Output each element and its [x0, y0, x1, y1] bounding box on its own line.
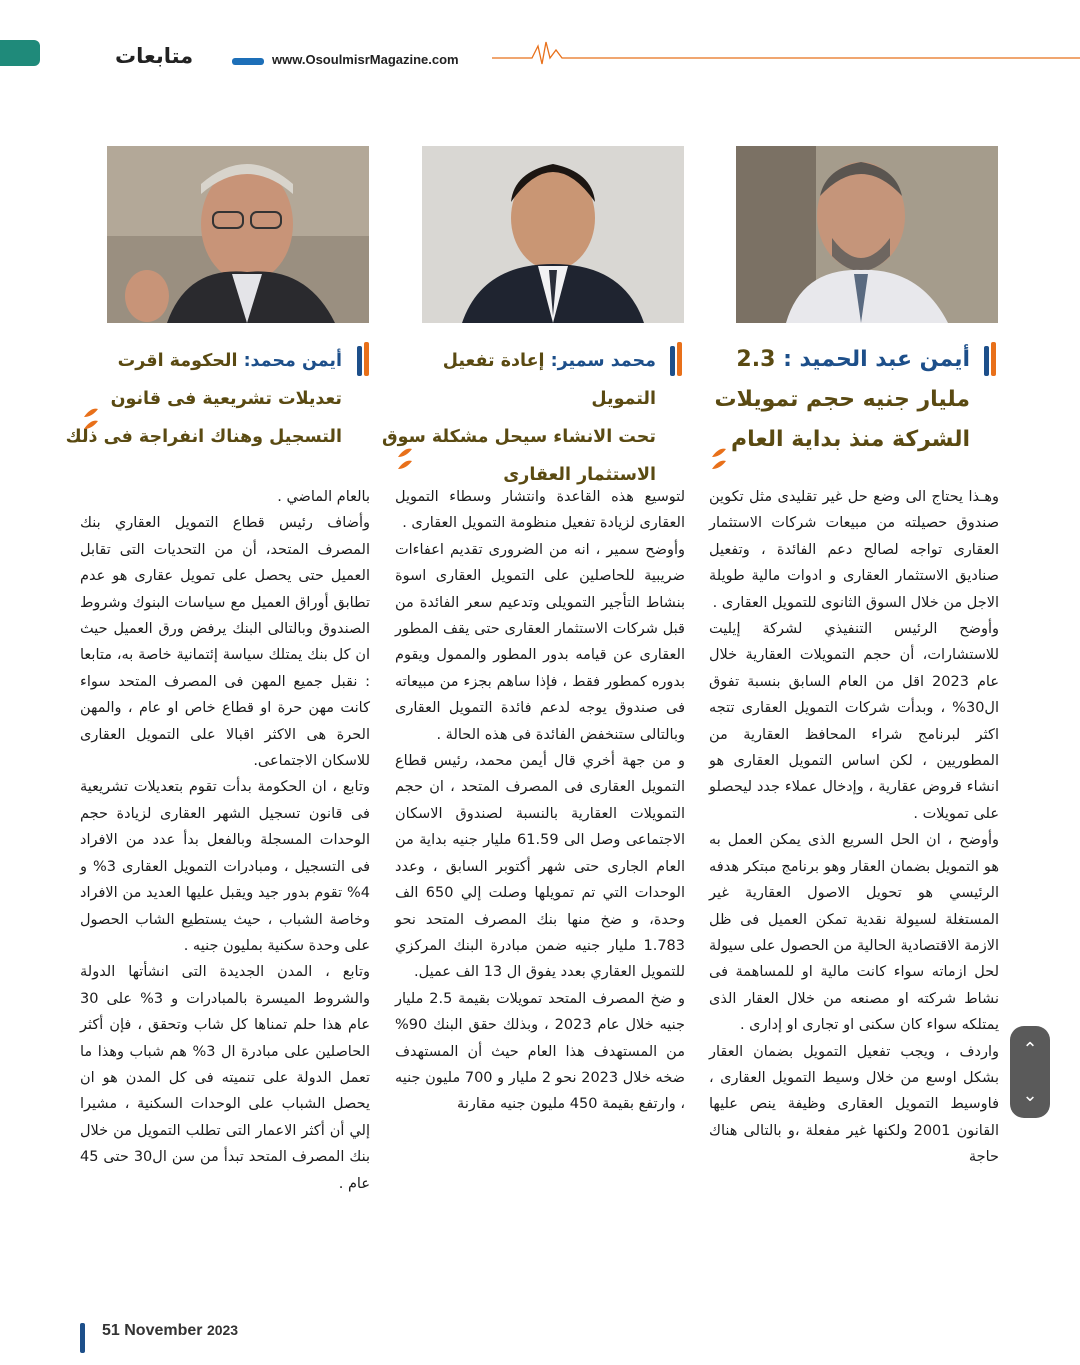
paragraph: واردف ، ويجب تفعيل التمويل بضمان العقار بشكل اوسع من خلال وسيط التمويل العقارى ، فاوسيط التمويل العقارى وظيفة ينص عليها القانون 2001 ولكنها غير مفعلة ،و بالتالى هناك حاجة	[709, 1043, 1000, 1166]
issue-year: 2023	[206, 1322, 239, 1338]
headline-right-figure: 2.3	[736, 347, 776, 372]
headline-middle-line1: إعادة تفعيل التمويل	[442, 351, 656, 409]
photo-middle-mohamed-samir	[422, 146, 684, 323]
section-tab-marker	[0, 40, 40, 66]
website-url[interactable]: www.OsoulmisrMagazine.com	[272, 52, 459, 67]
article-column-left	[80, 484, 370, 1197]
scroll-up-button[interactable]	[1010, 1026, 1050, 1072]
headline-right	[690, 340, 970, 460]
issue-month: November	[124, 1322, 203, 1339]
paragraph: وتابع ، ان الحكومة بدأت تقوم بتعديلات تشريعية فى قانون تسجيل الشهر العقارى لزيادة حجم الوحدات المسجلة وبالفعل بدأ عدد من الافراد فى التسجيل ، ومبادرات التمويل العقارى 3% و 4% تقوم بدور جيد ويقبل عليها العديد من الافراد وخاصة الشباب ، حيث يستطيع الشاب الحصول على وحدة سكنية بمليون جنيه .	[80, 779, 370, 954]
chevron-down-icon: ⌄	[1022, 1084, 1038, 1105]
paragraph: وهـذا يحتاج الى وضع حل غير تقليدى مثل تكوين صندوق حصيلته من مبيعات شركات الاستثمار العقارى تواجه لصالح دعم الفائدة ، وتفعيل صناديق الاستثمار العقارى و ادوات مالية طويلة الاجل من خلال السوق الثانوى للتمويل العقارى .	[709, 489, 999, 611]
chevron-up-icon: ⌃	[1022, 1038, 1038, 1059]
headline-left-line1: الحكومة اقرت	[117, 351, 238, 371]
paragraph: وتابع ، المدن الجديدة التى انشأتها الدولة والشروط الميسرة بالمبادرات و 3% على 30 عام هذا حلم تمناها كل شاب وتحقق ، فإن أكثر الحاصلين على مبادرة ال 3% هم شباب وهذا ما تعمل الدولة على تنميته فى كل المدن هو ان يحصل الشباب على الوحدات السكنية ، مشيرا إلي أن أكثر الاعمار التى تطلب التمويل من خلال بنك المصرف المتحد تبدأ من سن ال30 حتى 45 عام .	[80, 964, 370, 1192]
headline-right-name: أيمن عبد الحميد :	[783, 347, 970, 372]
photo-right-ayman-abdelhamid	[736, 146, 998, 323]
headline-middle	[376, 342, 656, 494]
article-column-middle	[395, 484, 685, 1118]
headline-middle-line3: الاستثمار العقارى	[503, 465, 656, 485]
paragraph: وأوضح الرئيس التنفيذي لشركة إيليت للاستشارات، أن حجم التمويلات العقارية خلال عام 2023 اقل من العام السابق بنسبة تفوق ال30% ، وبدأت شركات التمويل العقارى تتجه اكثر لبرنامج شراء المحافظ العقارية من المطوريين ، لكن اساس التمويل العقارى هو انشاء قروض عقارية ، وإدخال عملاء جدد ليحصلو على تمويلات .	[709, 621, 999, 822]
paragraph: وأوضح ، ان الحل السريع الذى يمكن العمل به هو التمويل بضمان العقار وهو برنامج مبتكر هدفه الرئيسي هو تحويل الاصول العقارية غير المستغلة لسيولة نقدية تمكن العميل فى ظل الازمة الاقتصادية الحالية من الحصول على سيولة لحل ازماته سواء كانت مالية او للمساهمة فى نشاط شركته او مصنعه من خلال العقار الذى يمتلكه سواء كان سكنى او تجارى او إدارى .	[709, 832, 999, 1034]
scroll-down-button[interactable]	[1010, 1072, 1050, 1118]
paragraph: وأوضح سمير ، انه من الضرورى تقديم اعفاءات ضريبية للحاصلين على التمويل العقارى اسوة بنشاط التأجير التمويلى وتدعيم سعر الفائدة من قبل شركات الاستثمار العقارى حتى يقف المطور العقارى عن قيامه بدور المطور والممول ويقوم بدوره كمطور فقط ، فإذا ساهم بجزء من مبيعاته فى صندوق يوجه لدعم فائدة التمويل العقارى وبالتالى ستنخفض الفائدة فى هذه الحالة .	[395, 541, 685, 743]
page-navigation	[1010, 1026, 1050, 1118]
paragraph: لتوسيع هذه القاعدة وانتشار وسطاء التمويل العقارى لزيادة تفعيل منظومة التمويل العقارى .	[395, 489, 685, 532]
photo-left-ayman-mohamed	[107, 146, 369, 323]
headline-marker-left	[356, 342, 369, 376]
headline-right-line2: مليار جنيه حجم تمويلات	[714, 387, 970, 412]
pulse-line-decoration	[492, 40, 1080, 70]
headline-marker-right	[983, 342, 996, 376]
headline-left	[62, 342, 342, 456]
paragraph: وأضاف رئيس قطاع التمويل العقاري بنك المصرف المتحد، أن من التحديات التى تقابل العميل حتى يحصل على تمويل عقارى هو عدم تطابق أوراق العميل مع سياسات البنوك وشروط الصندوق وبالتالى البنك يرفض ورق العميل حيث ان كل بنك يمتلك سياسة إئتمانية خاصة به، متابعا : نقبل جميع المهن فى المصرف المتحد سواء كانت مهن حرة او قطاع خاص او عام ، والمهن الحرة هى الاكثر اقبالا على التمويل العقارى للاسكان الاجتماعى.	[80, 515, 370, 770]
page-number: 51	[102, 1322, 120, 1339]
headline-left-line2: تعديلات تشريعية فى قانون	[110, 389, 342, 409]
paragraph: بالعام الماضي .	[277, 489, 370, 505]
leaf-ornament-icon	[710, 445, 728, 471]
headline-marker-middle	[669, 342, 682, 376]
footer-page-info	[102, 1322, 238, 1340]
leaf-ornament-icon	[396, 445, 414, 471]
paragraph: و من جهة أخري قال أيمن محمد، رئيس قطاع التمويل العقارى فى المصرف المتحد ، ان حجم التمويلات العقارية بالنسبة لصندوق الاسكان الاجتماعى وصل الى 61.59 مليار جنيه بداية من العام الجارى حتى شهر أكتوبر السابق ، وعدد الوحدات التي تم تمويلها وصلت إلي 650 الف وحدة، و ضخ منها بنك المصرف المتحد نحو 1.783 مليار جنيه ضمن مبادرة البنك المركزي للتمويل العقاري بعدد يفوق ال 13 الف عميل.	[395, 753, 685, 981]
article-column-right	[709, 484, 999, 1171]
headline-right-line3: الشركة منذ بداية العام	[730, 427, 970, 452]
headline-left-name: أيمن محمد:	[243, 351, 342, 371]
headline-left-line3: التسجيل وهناك انفراجة فى ذلك	[65, 427, 342, 447]
footer-bar	[80, 1323, 85, 1353]
headline-middle-line2: تحت الانشاء سيحل مشكلة سوق	[382, 427, 656, 447]
leaf-ornament-icon	[82, 405, 100, 431]
section-title: متابعات	[115, 44, 194, 68]
headline-middle-name: محمد سمير:	[550, 351, 656, 371]
paragraph: و ضخ المصرف المتحد تمويلات بقيمة 2.5 مليار جنيه خلال عام 2023 ، وبذلك حقق البنك 90% من المستهدف هذا العام حيث أن المستهدف ضخه خلال 2023 نحو 2 مليار و 700 مليون جنيه ، وارتفع بقيمة 450 مليون جنيه مقارنة	[395, 990, 686, 1113]
website-bar	[232, 58, 264, 65]
